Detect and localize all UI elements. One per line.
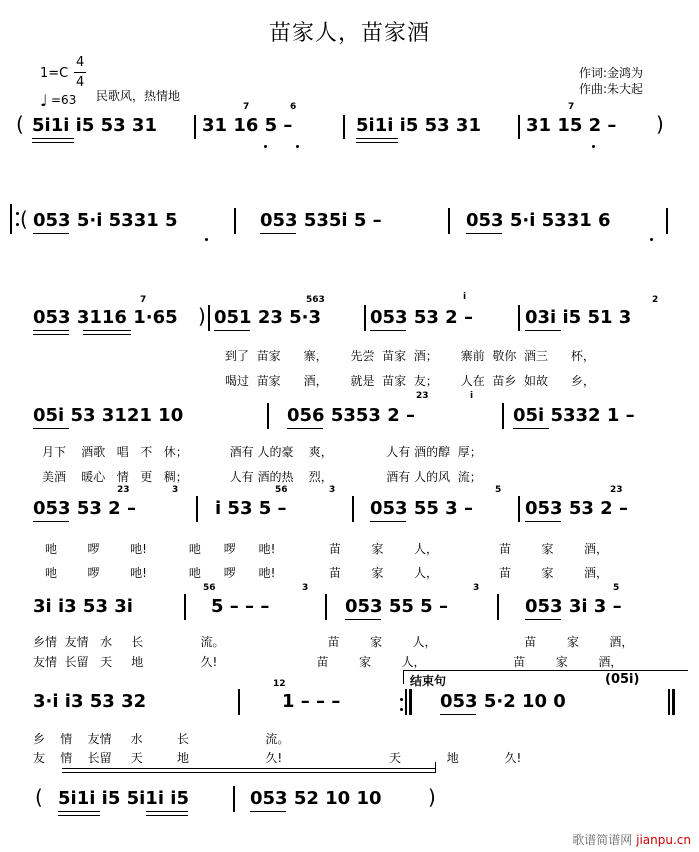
open-paren: ( [20, 207, 28, 231]
grace-note: 7 [568, 102, 575, 112]
underline [146, 815, 188, 816]
lyric-line-1: 乡 情 友情 水 长 流。 [33, 732, 290, 746]
measure: 051 23 5·3 [214, 307, 322, 328]
bar-line [518, 115, 520, 139]
tie-line [62, 772, 436, 773]
bar-line [448, 208, 450, 234]
close-paren: ) [198, 304, 206, 328]
ending-bracket [403, 670, 688, 671]
grace-note: 5 [613, 583, 620, 593]
underline [33, 233, 69, 234]
measure: 053 55 5 – [345, 596, 448, 617]
underline [32, 138, 74, 139]
bar-line [672, 689, 675, 715]
grace-note: 56 [275, 485, 288, 495]
grace-note: 56 [203, 583, 216, 593]
open-paren: ( [16, 112, 24, 136]
lyricist: 作词:金鸿为 [579, 66, 644, 80]
bar-line [267, 403, 269, 429]
underline [370, 330, 406, 331]
octave-dot [296, 145, 299, 148]
underline [146, 811, 188, 812]
underline [287, 428, 323, 429]
lyric-line-1: 到了 苗家 寨， 先尝 苗家 酒； 寨前 敬你 酒三 杯， [225, 349, 595, 363]
quarter-note-icon: ♩ [40, 91, 48, 110]
underline [356, 138, 398, 139]
grace-note: 3 [473, 583, 480, 593]
underline [525, 521, 561, 522]
lyric-line-2: 美酒 暖心 情 更 稠； 人有 酒的热 烈， 酒有 人的风 流； [42, 470, 482, 484]
measure: 1 – – – [282, 691, 341, 712]
grace-note: i [463, 292, 467, 302]
tempo: =63 [51, 93, 77, 107]
octave-dot [592, 145, 595, 148]
measure: 3i i3 53 3i [33, 596, 133, 617]
repeat-dot [16, 212, 19, 215]
grace-note: 2 [652, 295, 659, 305]
measure: 053 535i 5 – [260, 210, 382, 231]
measure: 03i i5 51 3 [525, 307, 632, 328]
measure: 053 5·2 10 0 [440, 691, 566, 712]
underline [83, 330, 131, 331]
watermark: 歌谱简谱网 jianpu.cn [572, 833, 691, 847]
measure: 053 53 2 – [525, 498, 628, 519]
underline [214, 330, 250, 331]
grace-note: 23 [117, 485, 130, 495]
grace-note: 12 [273, 679, 286, 689]
repeat-dot [400, 708, 403, 711]
grace-note: 3 [172, 485, 179, 495]
octave-dot [264, 145, 267, 148]
bar-line [668, 689, 670, 715]
measure: i 53 5 – [215, 498, 287, 519]
underline [33, 330, 69, 331]
grace-note: 3 [302, 583, 309, 593]
bar-line [325, 594, 327, 620]
underline [58, 811, 100, 812]
grace-note: i [470, 391, 474, 401]
lyric-line-2: 友 情 长留 天 地 久! 天 地 久! [33, 751, 522, 765]
ending-label: 结束句 [410, 674, 447, 688]
ending-bracket [403, 670, 404, 684]
measure: 053 53 2 – [370, 307, 473, 328]
grace-note: 5 [495, 485, 502, 495]
underline [32, 142, 74, 143]
bar-line [208, 305, 210, 331]
underline [440, 714, 476, 715]
measure: 5 – – – [211, 596, 270, 617]
underline [33, 428, 69, 429]
bar-line [497, 594, 499, 620]
underline [525, 619, 561, 620]
lyric-line-2: 吔 啰 吔! 吔 啰 吔! 苗 家 人， 苗 家 酒， [45, 566, 609, 580]
bar-line [435, 762, 436, 772]
optional-notes: (05i) [605, 672, 640, 687]
bar-line [343, 115, 345, 139]
lyric-line-2: 喝过 苗家 酒， 就是 苗家 友； 人在 苗乡 如故 乡， [225, 374, 595, 388]
measure: 053 5·i 5331 5 [33, 210, 178, 231]
measure: 053 53 2 – [33, 498, 136, 519]
measure: 053 3i 3 – [525, 596, 622, 617]
underline [513, 428, 549, 429]
time-signature-bottom: 4 [76, 75, 85, 90]
measure: 5i1i i5 5i1i i5 [58, 788, 189, 809]
measure: 31 16 5 – [202, 115, 293, 136]
bar-line [194, 115, 196, 139]
underline [356, 142, 398, 143]
measure: 053 5·i 5331 6 [466, 210, 611, 231]
style-marking: 民歌风，热情地 [96, 89, 181, 103]
octave-dot [205, 238, 208, 241]
underline [345, 619, 381, 620]
measure: 053 3116 1·65 [33, 307, 178, 328]
measure: 053 55 3 – [370, 498, 473, 519]
bar-line [518, 305, 520, 331]
measure: 056 5353 2 – [287, 405, 415, 426]
composer: 作曲:朱大起 [579, 82, 644, 96]
bar-line [502, 403, 504, 429]
underline [58, 815, 100, 816]
close-paren: ) [656, 112, 664, 136]
grace-note: 7 [243, 102, 250, 112]
underline [370, 521, 406, 522]
grace-note: 3 [329, 485, 336, 495]
measure: 3·i i3 53 32 [33, 691, 147, 712]
measure: 05i 53 3121 10 [33, 405, 184, 426]
lyric-line-1: 吔 啰 吔! 吔 啰 吔! 苗 家 人， 苗 家 酒， [45, 542, 609, 556]
lyric-line-1: 月下 酒歌 唱 不 休； 酒有 人的豪 爽， 人有 酒的醇 厚； [42, 445, 482, 459]
grace-note: 563 [306, 295, 325, 305]
bar-line [518, 496, 520, 522]
bar-line [238, 689, 240, 715]
page-title: 苗家人，苗家酒 [268, 21, 430, 46]
bar-line [184, 594, 186, 620]
underline [83, 334, 131, 335]
measure: 053 52 10 10 [250, 788, 382, 809]
open-paren: ( [35, 785, 43, 809]
measure: 05i 5332 1 – [513, 405, 635, 426]
underline [33, 334, 69, 335]
measure: 31 15 2 – [526, 115, 617, 136]
repeat-dot [400, 698, 403, 701]
repeat-bar [409, 689, 412, 715]
bar-line [666, 208, 668, 234]
underline [260, 233, 296, 234]
bar-line [364, 305, 366, 331]
bar-line [196, 496, 198, 522]
lyric-line-1: 乡情 友情 水 长 流。 苗 家 人， 苗 家 酒， [33, 635, 634, 649]
lyric-line-2: 友情 长留 天 地 久! 苗 家 人， 苗 家 酒， [33, 655, 623, 669]
grace-note: 6 [290, 102, 297, 112]
key-signature: 1=C [40, 66, 69, 81]
octave-dot [650, 238, 653, 241]
close-paren: ) [428, 785, 436, 809]
measure: 5i1i i5 53 31 [356, 115, 481, 136]
repeat-bar [10, 204, 12, 234]
underline [250, 811, 286, 812]
underline [525, 330, 561, 331]
time-signature-line [74, 72, 86, 73]
bar-line [352, 496, 354, 522]
measure: 5i1i i5 53 31 [32, 115, 157, 136]
bar-line [234, 208, 236, 234]
underline [466, 233, 502, 234]
repeat-dot [16, 223, 19, 226]
grace-note: 23 [416, 391, 429, 401]
grace-note: 23 [610, 485, 623, 495]
bar-line [233, 786, 235, 812]
repeat-bar [405, 689, 407, 715]
underline [33, 521, 69, 522]
tie-line [62, 768, 436, 769]
grace-note: 7 [140, 295, 147, 305]
time-signature-top: 4 [76, 55, 85, 70]
